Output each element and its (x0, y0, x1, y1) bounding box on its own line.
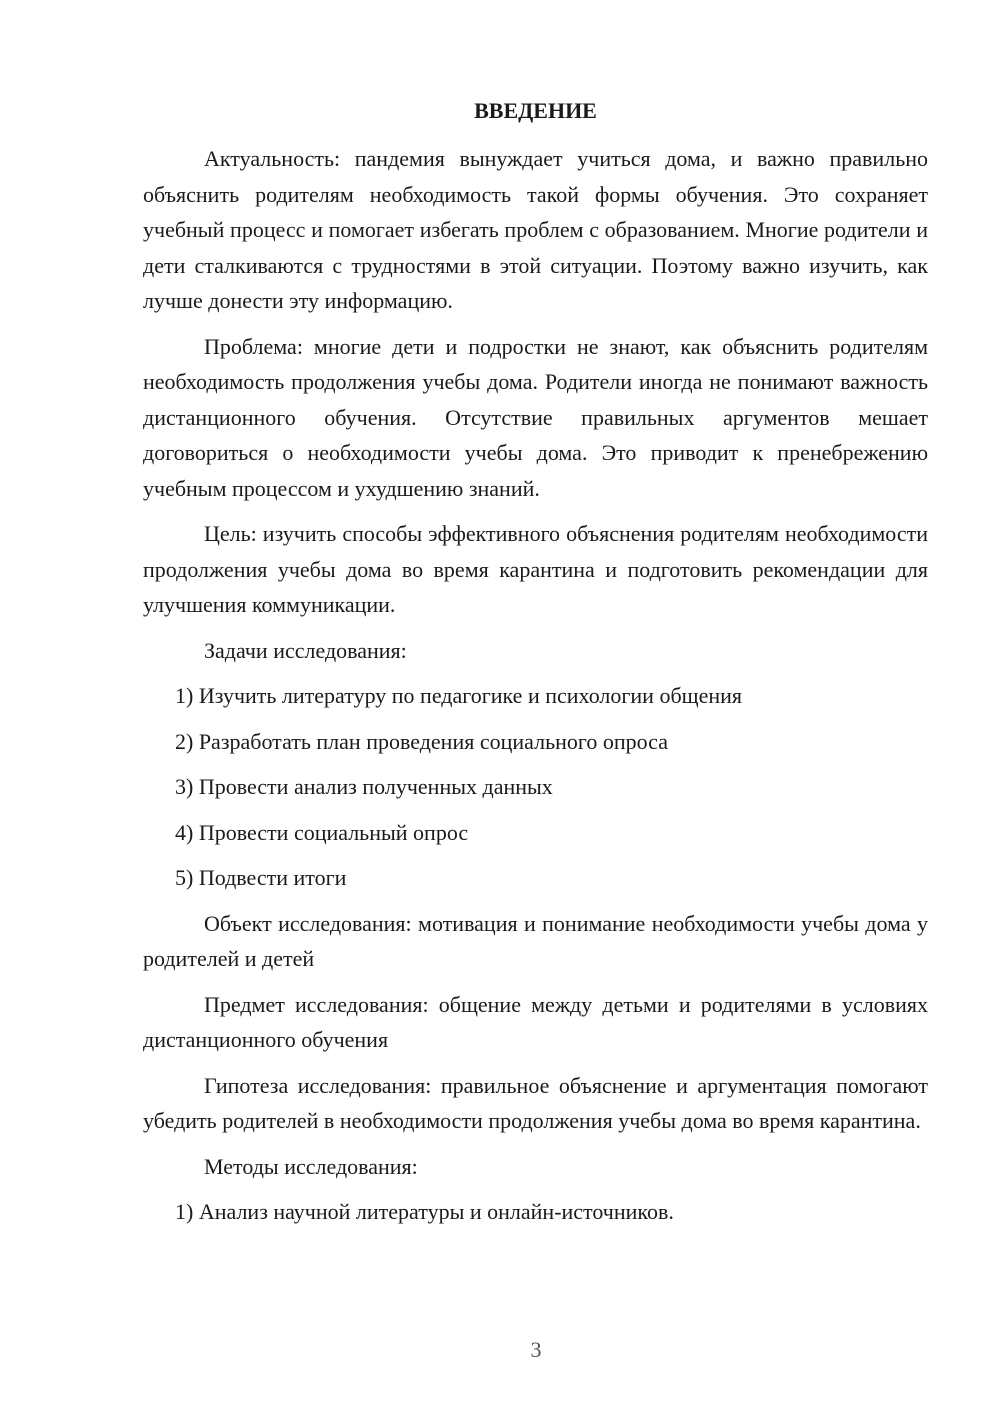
task-item: 3) Провести анализ полученных данных (175, 774, 553, 799)
methods-heading: Методы исследования: (204, 1153, 418, 1179)
object-paragraph: Объект исследования: мотивация и понимание необходимости учебы дома у родителей и детей (143, 910, 928, 971)
task-item: 1) Изучить литературу по педагогике и психологии общения (175, 683, 743, 708)
subject-paragraph: Предмет исследования: общение между детьми и родителями в условиях дистанционного обучения (143, 991, 928, 1052)
page-content (143, 93, 928, 1240)
page-title: ВВЕДЕНИЕ (474, 98, 597, 123)
tasks-heading: Задачи исследования: (204, 637, 407, 663)
problem-paragraph: Проблема: многие дети и подростки не знают, как объяснить родителям необходимость продолжения учебы дома. Родители иногда не понимают важность дистанционного обучения. Отсутствие правильных аргументов мешает договориться о необходимости учебы дома. Это приводит к пренебрежению учебным процессом и ухудшению знаний. (143, 333, 928, 501)
goal-paragraph: Цель: изучить способы эффективного объяснения родителям необходимости продолжения учебы дома во время карантина и подготовить рекомендации для улучшения коммуникации. (143, 521, 928, 617)
page-number: 3 (530, 1337, 542, 1362)
relevance-paragraph: Актуальность: пандемия вынуждает учиться дома, и важно правильно объяснить родителям необходимость такой формы обучения. Это сохраняет учебный процесс и помогает избегать проблем с образованием. Многие родители и дети сталкиваются с трудностями в этой ситуации. Поэтому важно изучить, как лучше донести эту информацию. (143, 146, 928, 313)
task-item: 4) Провести социальный опрос (175, 819, 469, 845)
tasks-list (143, 678, 928, 896)
methods-list (143, 1194, 928, 1230)
task-item: 2) Разработать план проведения социального опроса (175, 728, 668, 754)
task-item: 5) Подвести итоги (175, 865, 347, 890)
method-item: 1) Анализ научной литературы и онлайн-источников. (175, 1199, 674, 1224)
hypothesis-paragraph: Гипотеза исследования: правильное объяснение и аргументация помогают убедить родителей в необходимости продолжения учебы дома во время карантина. (143, 1072, 928, 1133)
